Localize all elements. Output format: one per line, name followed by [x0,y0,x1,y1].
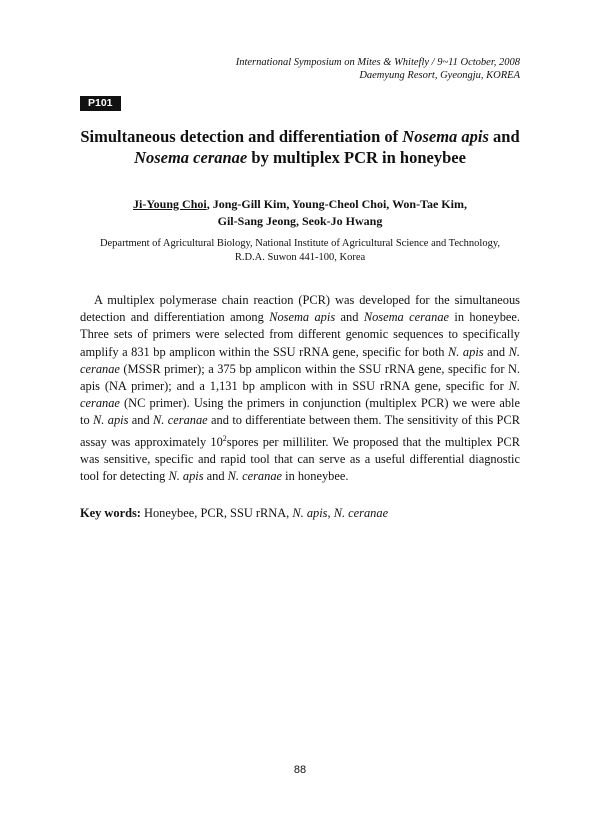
conference-header [236,56,520,82]
title-text: and [488,127,520,146]
affiliation-line: Department of Agricultural Biology, National Institute of Agricultural Science and Technology, [99,238,501,249]
paper-title [60,126,540,168]
keywords-text: Honeybee, PCR, SSU rRNA, [140,506,293,520]
species-name: N. apis [448,344,484,359]
author-list [60,196,540,230]
abstract-text: A multiplex polymerase chain reaction (PCR) was developed for the simultaneous detection and differentiation among [80,293,520,325]
conference-name: International Symposium on Mites & Whitefly / 9~11 October, 2008 [235,57,520,68]
abstract-text: (NC primer). Using the primers in conjunction (multiplex PCR) we were able to [80,396,520,428]
species-name: N. apis [168,469,204,484]
author-names: , Jong-Gill Kim, Young-Cheol Choi, Won-Tae Kim, [206,197,467,211]
title-species-2: Nosema ceranae [134,148,248,167]
abstract-text: and [203,469,228,484]
keyword-species: N. apis [292,506,328,520]
abstract-text: in honeybee. Three sets of primers were selected from different genomic sequences to specifically amplify a 831 bp amplicon within the SSU rRNA gene, specific for both [80,310,520,359]
conference-venue: Daemyung Resort, Gyeongju, KOREA [359,70,520,81]
species-name: Nosema ceranae [363,310,450,325]
title-text: by multiplex PCR in honeybee [247,148,466,167]
poster-id-badge: P101 [80,96,121,111]
keywords-label: Key words: [80,506,141,520]
exponent: 2 [222,433,227,443]
species-name: N. apis [93,413,129,428]
page-number: 88 [293,764,307,776]
presenting-author: Ji-Young Choi [133,197,207,211]
species-name: N. ceranae [80,344,520,376]
title-species-1: Nosema apis [402,127,489,146]
title-text: Simultaneous detection and differentiation of [80,127,403,146]
abstract-text: and to differentiate between them. The sensitivity of this PCR assay was approximately 10 [80,413,520,449]
abstract-text: (MSSR primer); a 375 bp amplicon within the SSU rRNA gene, specific for N. apis (NA primer); and a 1,131 bp amplicon with in SSU rRNA gene, specific for [80,361,520,394]
affiliation [60,237,540,265]
abstract-text: and [483,344,509,359]
abstract-text: and [128,413,154,428]
species-name: N. ceranae [153,413,208,428]
keyword-species: N. ceranae [333,506,389,520]
abstract-body [80,292,520,485]
keywords [80,505,388,521]
species-name: Nosema apis [269,310,336,325]
species-name: N. ceranae [80,379,520,411]
keywords-separator: , [327,506,334,520]
abstract-text: in honeybee. [282,469,349,484]
affiliation-line: R.D.A. Suwon 441-100, Korea [234,252,366,263]
author-names: Gil-Sang Jeong, Seok-Jo Hwang [217,214,383,228]
abstract-text: and [335,310,364,325]
species-name: N. ceranae [227,469,283,484]
abstract-text: spores per milliliter. We proposed that the multiplex PCR was sensitive, specific and rapid tool that can serve as a useful differential diagnostic tool for detecting [80,434,521,484]
